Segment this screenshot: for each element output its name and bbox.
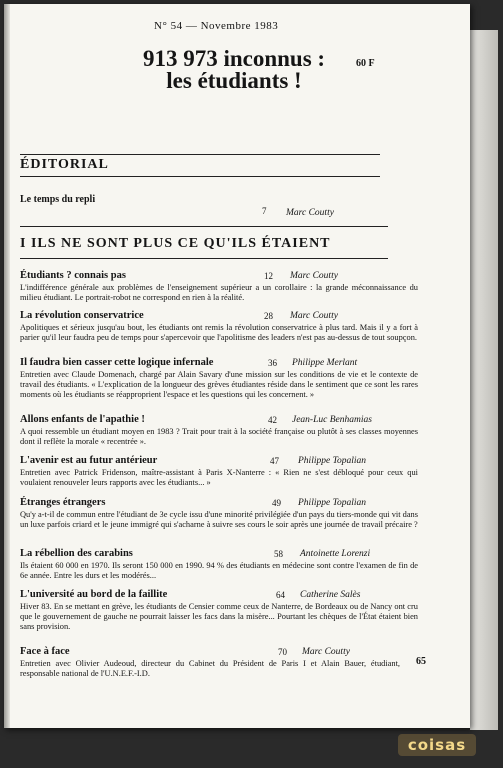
article-page: 36 — [268, 358, 277, 368]
article-description: Hiver 83. En se mettant en grève, les étudiants de Censier comme ceux de Nanterre, de Bordeaux ou de Nancy ont cru que le gouvernement de gauche ne pourrait laisser les facs dans la misère... Pourtant les chèques de l'État étaient bien sans provision. — [20, 602, 418, 631]
issue-line: N° 54 — Novembre 1983 — [154, 20, 279, 32]
divider — [20, 154, 380, 155]
article-title: La révolution conservatrice — [20, 310, 144, 321]
page-title — [104, 48, 364, 92]
article-description: Qu'y a-t-il de commun entre l'étudiant de 3e cycle issu d'une minorité privilégiée d'un pays du tiers-monde qui vit dans un luxe parfois criard et le jeune immigré qui s'acharne à suivre ses cours le soir après une journée de travail précaire ? — [20, 510, 418, 529]
article-description: Entretien avec Claude Domenach, chargé par Alain Savary d'une mission sur les conditions de vie et le contexte de travail des étudiants. « L'explication de la longueur des grèves étudiantes réside dans le sentiment que ce sont les rares moments où les étudiants se réapproprient l'espace et les questions qui les concernent. » — [20, 370, 418, 399]
article-page: 28 — [264, 311, 273, 321]
article-author: Philippe Topalian — [298, 456, 367, 466]
article-title: Il faudra bien casser cette logique infernale — [20, 357, 214, 368]
article-title: La rébellion des carabins — [20, 548, 133, 559]
article-author: Catherine Salès — [300, 590, 361, 600]
article-entry — [20, 357, 418, 400]
article-page: 12 — [264, 271, 273, 281]
article-page: 42 — [268, 415, 277, 425]
article-title: L'université au bord de la faillite — [20, 589, 168, 600]
article-entry — [20, 497, 418, 530]
article-entry — [20, 548, 418, 581]
divider — [20, 176, 380, 177]
article-entry — [20, 414, 418, 447]
article-author: Marc Coutty — [302, 647, 350, 657]
article-description: Entretien avec Patrick Fridenson, maître-assistant à Paris X-Nanterre : « Rien ne s'est débloqué pour ceux qui voulaient renouveler leurs rapports avec les étudiants... » — [20, 468, 418, 487]
article-author: Marc Coutty — [290, 271, 338, 281]
article-page: 70 — [278, 647, 287, 657]
watermark-logo: coisas — [398, 734, 476, 756]
page-edge — [470, 30, 498, 730]
article-entry — [20, 270, 418, 303]
magazine-page — [4, 4, 470, 728]
article-author: Antoinette Lorenzi — [300, 549, 371, 559]
article-entry — [20, 589, 418, 632]
section-heading: I ILS NE SONT PLUS CE QU'ILS ÉTAIENT — [20, 236, 331, 251]
article-page: 64 — [276, 590, 285, 600]
article-author: Jean-Luc Benhamias — [292, 415, 372, 425]
article-description: Ils étaient 60 000 en 1970. Ils seront 150 000 en 1990. 94 % des étudiants en médecine sont contre l'examen de fin de 6e année. Entre les durs et les modérés... — [20, 561, 418, 580]
article-page: 49 — [272, 498, 281, 508]
article-entry — [20, 310, 418, 343]
article-description: Apolitiques et sérieux jusqu'au bout, les étudiants ont remis la révolution conservatrice à plus tard. Mais il y a fort à parier qu'il leur faudra peu de temps pour s'apercevoir que l'apolitisme des leaders n'est pas au-dessus de tout soupçon. — [20, 323, 418, 342]
article-title: Allons enfants de l'apathie ! — [20, 414, 145, 425]
editorial-item-page: 7 — [262, 206, 267, 216]
divider — [20, 226, 388, 227]
page-number: 65 — [416, 656, 426, 667]
article-entry — [20, 455, 418, 488]
divider — [20, 258, 388, 259]
article-title: Étranges étrangers — [20, 497, 106, 508]
title-line-1: 913 973 inconnus : — [142, 46, 326, 71]
article-title: L'avenir est au futur antérieur — [20, 455, 158, 466]
editorial-heading: ÉDITORIAL — [20, 157, 109, 172]
article-author: Philippe Merlant — [292, 358, 358, 368]
article-entry — [20, 646, 418, 679]
article-title: Face à face — [20, 646, 70, 657]
editorial-item-author: Marc Coutty — [286, 208, 334, 218]
article-description: L'indifférence générale aux problèmes de l'enseignement supérieur a un corollaire : la grande méconnaissance du milieu étudiant. Le portrait-robot ne correspond en rien à la réalité. — [20, 283, 418, 302]
article-title: Étudiants ? connais pas — [20, 270, 126, 281]
editorial-item-title: Le temps du repli — [20, 194, 96, 205]
page-binding-shadow — [4, 4, 10, 728]
article-author: Marc Coutty — [290, 311, 338, 321]
title-line-2: les étudiants ! — [166, 68, 302, 93]
article-page: 58 — [274, 549, 283, 559]
article-page: 47 — [270, 456, 279, 466]
article-author: Philippe Topalian — [298, 498, 367, 508]
article-description: Entretien avec Olivier Audeoud, directeur du Cabinet du Président de Paris I et Alain Bauer, étudiant, responsable national de l'U.N.E.F.-I.D. — [20, 659, 400, 678]
article-description: A quoi ressemble un étudiant moyen en 1983 ? Trait pour trait à la société française ou plutôt à ses classes moyennes dont il reflète la morale « recentrée ». — [20, 427, 418, 446]
price-label: 60 F — [356, 58, 375, 69]
